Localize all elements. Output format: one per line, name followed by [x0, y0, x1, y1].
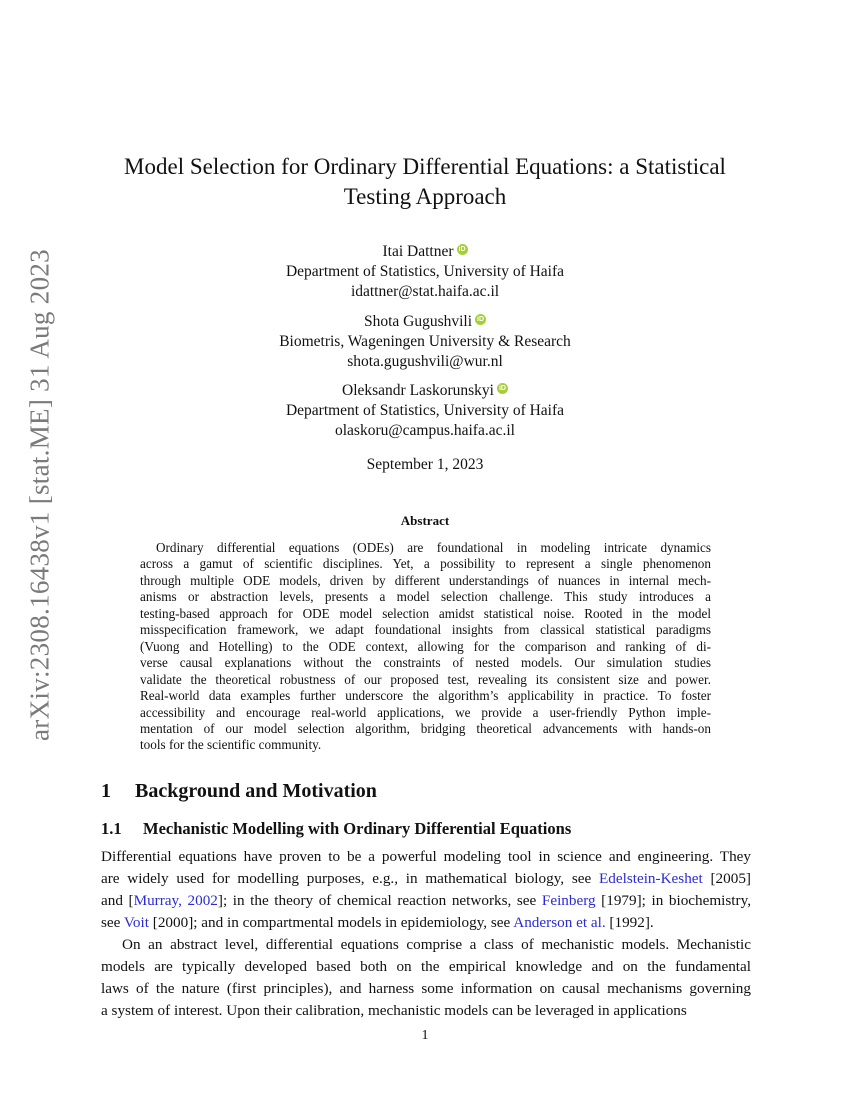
abstract-line: misspecification framework, we adapt foundational insights from classical statistical paradigms [140, 622, 711, 638]
abstract-line: validate the theoretical robustness of our proposed test, revealing its consistent size and power. [140, 671, 711, 687]
abstract-heading: Abstract [400, 513, 450, 528]
author-name-text: Shota Gugushvili [363, 313, 473, 330]
body-line [101, 978, 751, 1000]
author-email[interactable]: shota.gugushvili@wur.nl [347, 353, 503, 370]
body-text-segment: [1992]. [605, 914, 654, 931]
body-line [101, 956, 751, 978]
title-line-2: Testing Approach [343, 184, 507, 209]
subsection-heading [101, 819, 571, 839]
section-heading [101, 780, 377, 803]
orcid-icon[interactable]: iD [458, 246, 466, 253]
body-text-segment: [2000]; and in compartmental models in epidemiology, see [148, 914, 514, 931]
author-name-text: Itai Dattner [382, 243, 454, 260]
author-email[interactable]: idattner@stat.haifa.ac.il [350, 283, 500, 300]
section-title: Background and Motivation [135, 780, 377, 802]
author-affiliation: Department of Statistics, University of Haifa [285, 263, 565, 280]
body-text-segment: models are typically developed based both on the empirical knowledge and on the fundamental [101, 958, 751, 975]
abstract-line: (Vuong and Hotelling) to the ODE context, allowing for the comparison and ranking of di- [140, 638, 711, 654]
citation-link[interactable]: Feinberg [541, 892, 596, 909]
subsection-number: 1.1 [101, 819, 122, 838]
author-name [0, 312, 850, 332]
body-text-segment: are widely used for modelling purposes, e.g., in mathematical biology, see [101, 870, 599, 887]
body-text-segment: ]; in the theory of chemical reaction networks, see [217, 892, 542, 909]
author-affiliation: Biometris, Wageningen University & Research [279, 333, 571, 350]
body-text-segment: a system of interest. Upon their calibration, mechanistic models can be leveraged in applications [101, 1002, 687, 1019]
body-text-segment: see [101, 914, 124, 931]
citation-link[interactable]: Murray, 2002 [133, 892, 218, 909]
citation-link[interactable]: Edelstein-Keshet [599, 870, 703, 887]
body-text-segment: laws of the nature (first principles), and harness some information on causal mechanisms governing [101, 980, 751, 997]
body-line [101, 912, 751, 934]
citation-link[interactable]: Anderson et al. [513, 914, 606, 931]
author-block [0, 381, 850, 441]
author-block [0, 312, 850, 372]
arxiv-identifier: arXiv:2308.16438v1 [stat.ME] 31 Aug 2023 [24, 249, 55, 741]
subsection-title: Mechanistic Modelling with Ordinary Differential Equations [143, 819, 572, 838]
paper-title [0, 152, 850, 212]
paper-date: September 1, 2023 [366, 456, 484, 473]
citation-link[interactable]: Voit [123, 914, 149, 931]
abstract-line: accessibility and encourage real-world applications, we provide a user-friendly Python imple- [140, 704, 711, 720]
abstract-line: anisms or abstraction levels, presents a model selection challenge. This study introduces a [140, 589, 711, 605]
body-line [101, 846, 751, 868]
author-name [0, 381, 850, 401]
abstract-line: across a gamut of scientific disciplines. Yet, a possibility to represent a single phenomenon [140, 556, 711, 572]
body-text-segment: [2005] [702, 870, 751, 887]
body-line [101, 1000, 751, 1022]
abstract-line: testing-based approach for ODE model selection amidst statistical noise. Rooted in the model [140, 605, 711, 621]
abstract-line: verse causal explanations without the constraints of nested models. Our simulation studies [140, 655, 711, 671]
title-line-1: Model Selection for Ordinary Differential Equations: a Statistical [124, 154, 726, 179]
body-text-segment: [1979]; in biochemistry, [595, 892, 751, 909]
abstract-line: Real-world data examples further underscore the algorithm’s applicability in practice. To foster [140, 688, 711, 704]
body-text-segment: and [ [101, 892, 134, 909]
abstract-line: through multiple ODE models, driven by different understandings of nuances in internal mech- [140, 572, 711, 588]
orcid-icon[interactable]: iD [498, 385, 506, 392]
author-name-text: Oleksandr Laskorunskyi [342, 382, 494, 399]
body-line [101, 934, 751, 956]
orcid-icon[interactable]: iD [477, 316, 485, 323]
abstract-line: Ordinary differential equations (ODEs) are foundational in modeling intricate dynamics [156, 540, 711, 555]
author-name [0, 242, 850, 262]
author-block [0, 242, 850, 302]
abstract-line: mentation of our model selection algorithm, bridging theoretical advancements with hands-on [140, 720, 711, 736]
author-affiliation: Department of Statistics, University of Haifa [285, 402, 565, 419]
body-line [101, 868, 751, 890]
section-number: 1 [101, 780, 111, 802]
body-line [101, 890, 751, 912]
body-text-segment: On an abstract level, differential equations comprise a class of mechanistic models. Mechanistic [122, 936, 751, 953]
abstract-line: tools for the scientific community. [140, 737, 322, 753]
author-email[interactable]: olaskoru@campus.haifa.ac.il [335, 422, 515, 439]
body-text-segment: Differential equations have proven to be a powerful modeling tool in science and engineering. They [101, 848, 751, 865]
page-number: 1 [421, 1028, 429, 1043]
